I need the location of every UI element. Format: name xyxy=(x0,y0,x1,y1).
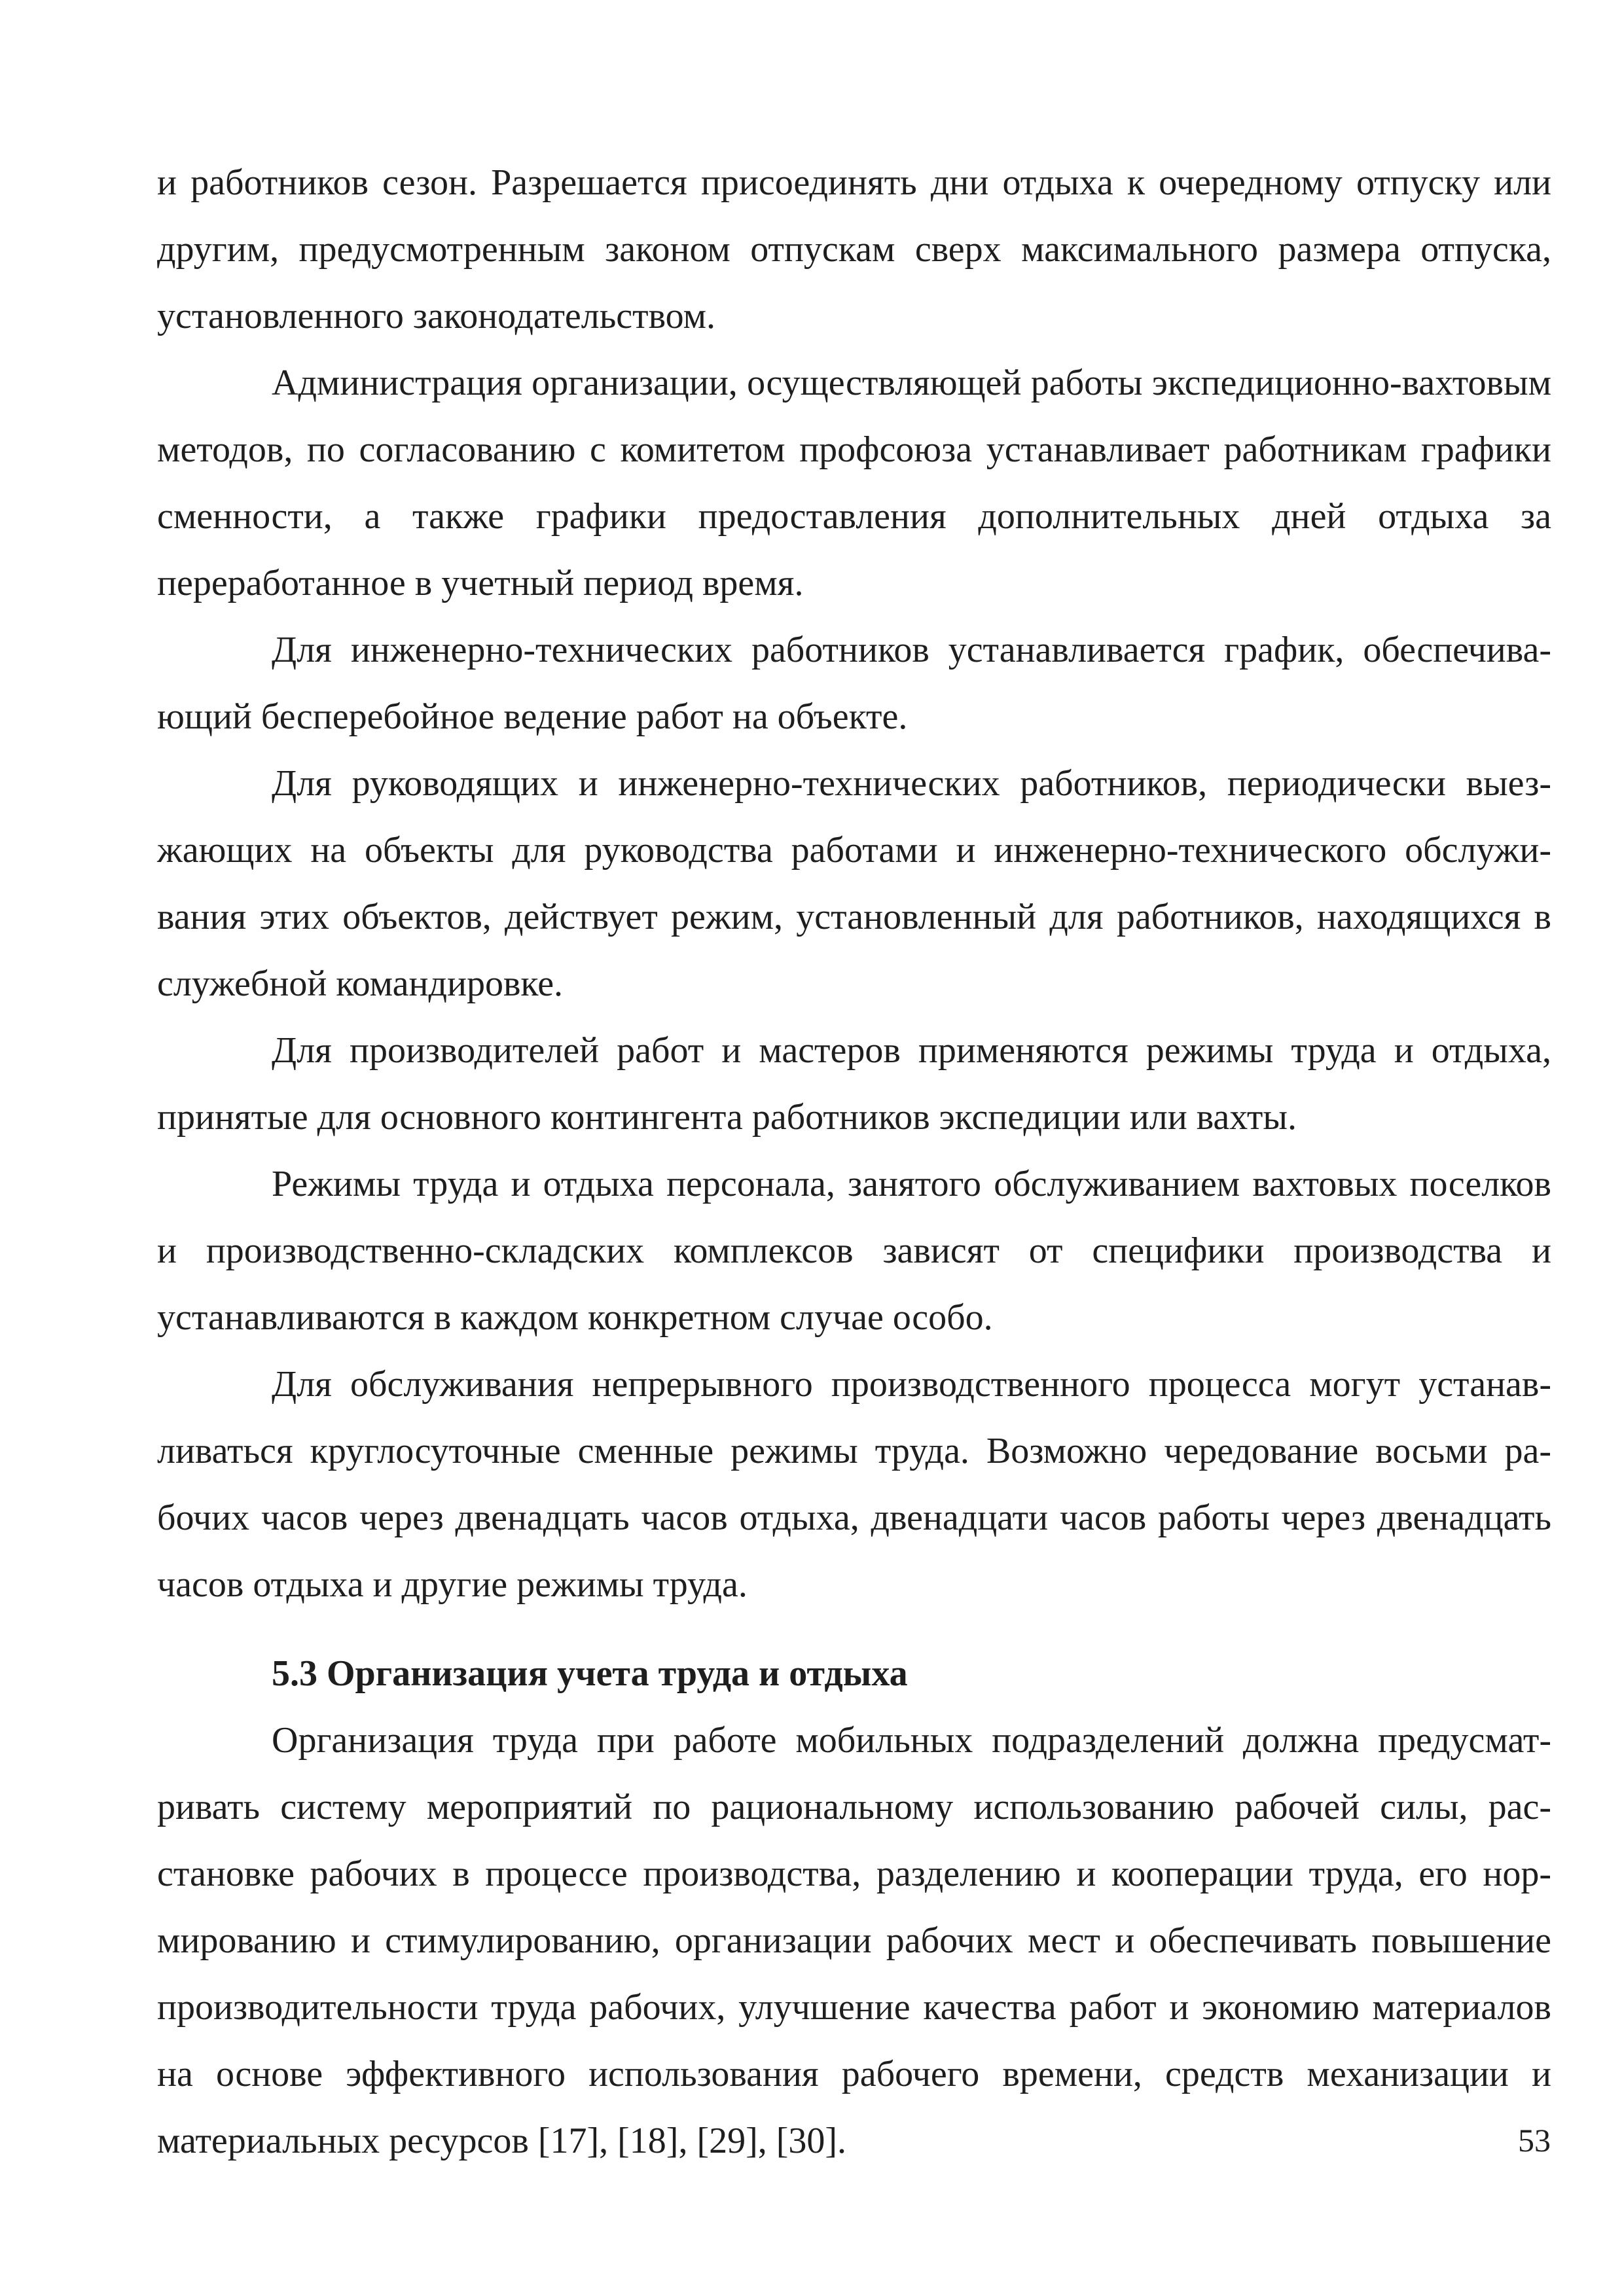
paragraph-continuation: и работников сезон. Разрешается присоединять дни отдыха к очередному отпуску или другим, предусмотренным законом отпускам сверх максимального размера отпуска, установленного законодательством. xyxy=(157,162,1551,336)
paragraph-labor-organization: Организация труда при работе мобильных подразделений должна предусматривать систему мероприятий по рациональному использованию рабочей силы, расстановке рабочих в процессе производства, разделению и кооперации труда, его нормированию и стимулированию, организации рабочих мест и обеспечивать повышение производительности труда рабочих, улучшение качества работ и экономию материалов на основе эффективного использования рабочего времени, средств механизации и материальных ресурсов [17], [18], [29], [30]. xyxy=(157,1720,1551,2161)
document-page xyxy=(157,149,1551,2174)
paragraph-foremen-regime: Для производителей работ и мастеров применяются режимы труда и отдыха, принятые для основного контингента работников экспедиции или вахты. xyxy=(157,1030,1551,1138)
paragraph-administration-schedules: Администрация организации, осуществляющей работы экспедиционно-вахтовым методов, по согласованию с комитетом профсоюза устанавливает работникам графики сменности, а также графики предоставления дополнительных дней отдыха за переработанное в учетный период время. xyxy=(157,363,1551,603)
page-number: 53 xyxy=(1518,2122,1551,2159)
paragraph-managers-travel-regime: Для руководящих и инженерно-технических работников, периодически выезжающих на объекты для руководства работами и инженерно-технического обслуживания этих объектов, действует режим, установленный для работников, находящихся в служебной командировке. xyxy=(157,763,1551,1004)
paragraph-settlement-personnel-regime: Режимы труда и отдыха персонала, занятого обслуживанием вахтовых поселков и производственно-складских комплексов зависят от специфики производства и устанавливаются в каждом конкретном случае особо. xyxy=(157,1164,1551,1338)
paragraph-continuous-process-shifts: Для обслуживания непрерывного производственного процесса могут устанавливаться круглосуточные сменные режимы труда. Возможно чередование восьми рабочих часов через двенадцать часов отдыха, двенадцати часов работы через двенадцать часов отдыха и другие режимы труда. xyxy=(157,1364,1551,1605)
section-heading: 5.3 Организация учета труда и отдыха xyxy=(272,1653,908,1694)
paragraph-engineering-staff-schedule: Для инженерно-технических работников устанавливается график, обеспечивающий бесперебойное ведение работ на объекте. xyxy=(157,630,1551,737)
